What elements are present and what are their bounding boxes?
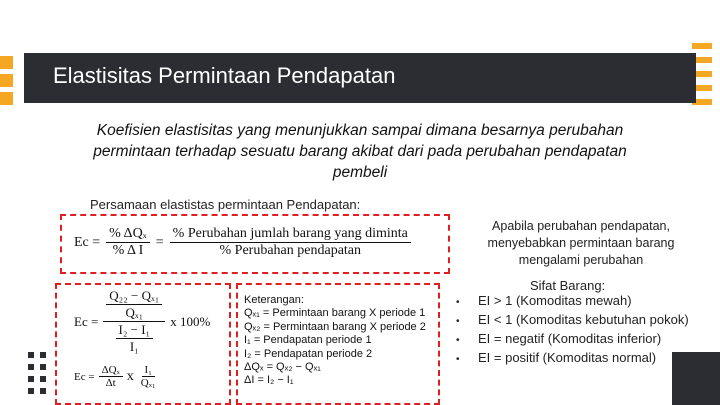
bullet-icon: •: [456, 316, 460, 327]
formula-delta: [74, 364, 159, 389]
page-title: Elastisitas Permintaan Pendapatan: [53, 63, 396, 88]
keterangan-line: I₂ = Pendapatan periode 2: [244, 347, 373, 360]
formula-main-equals: =: [155, 234, 164, 250]
formula-caption: Persamaan elastistas permintaan Pendapatan:: [90, 197, 361, 212]
formula-percentage-q1: Qₓ₁: [125, 305, 144, 320]
formula-main-fraction: [106, 226, 150, 259]
formula-delta-fraction: [99, 364, 123, 389]
keterangan-heading: Keterangan:: [244, 294, 304, 306]
formula-percentage-fraction: [103, 288, 165, 355]
formula-percentage-idiff: I₂ − I₁: [116, 322, 154, 339]
formula-delta-ratio-denominator: Qₓ₁: [140, 377, 156, 389]
formula-delta-numerator: ΔQₓ: [99, 364, 123, 377]
income-change-note: Apabila perubahan pendapatan, menyebabkan permintaan barang mengalami perubahan: [487, 219, 675, 267]
formula-percentage-denominator: [113, 322, 157, 355]
property-text: EI > 1 (Komoditas mewah): [478, 293, 632, 308]
formula-delta-denominator: Δt: [105, 377, 116, 389]
bullet-icon: •: [456, 335, 460, 346]
formula-main-numerator: % ΔQₓ: [106, 226, 150, 243]
formula-delta-ratio-numerator: I₁: [142, 364, 156, 377]
property-text: EI = negatif (Komoditas inferior): [478, 331, 662, 346]
list-item: [456, 311, 689, 330]
intro-definition: Koefisien elastisitas yang menunjukkan sampai dimana besarnya perubahan permintaan terhadap sesuatu barang akibat dari pada perubahan pendapatan pembeli: [93, 122, 627, 181]
formula-main-verbal-fraction: [170, 226, 411, 259]
list-item: [456, 349, 689, 368]
properties-list: [456, 292, 689, 368]
properties-title: Sifat Barang:: [530, 278, 606, 293]
keterangan-line: I₁ = Pendapatan periode 1: [244, 334, 372, 347]
bullet-icon: •: [456, 354, 460, 365]
formula-main-verbal-denominator: % Perubahan pendapatan: [219, 243, 362, 258]
keterangan-line: ΔI = I₂ − I₁: [244, 374, 294, 387]
formula-main: [74, 226, 411, 259]
formula-delta-lhs: Ec =: [74, 370, 95, 383]
formula-main-verbal-numerator: % Perubahan jumlah barang yang diminta: [170, 226, 411, 243]
formula-percentage-inner-numerator: [106, 288, 162, 321]
formula-percentage-numerator: [103, 288, 165, 322]
formula-percentage-multiplier: x 100%: [170, 313, 211, 329]
formula-main-denominator: % Δ I: [112, 243, 144, 258]
list-item: [456, 330, 689, 349]
formula-percentage-inner-denominator: [116, 322, 154, 355]
formula-main-lhs: Ec =: [74, 234, 101, 250]
keterangan-line: Qₓ₁ = Permintaan barang X periode 1: [244, 307, 426, 320]
formula-percentage-lhs: Ec =: [74, 313, 99, 329]
list-item: [456, 292, 689, 311]
formula-delta-multiplier: x: [126, 368, 134, 384]
property-text: EI < 1 (Komoditas kebutuhan pokok): [478, 312, 689, 327]
formula-percentage-qdiff: Q₂₂ − Qₓ₁: [106, 288, 162, 305]
keterangan: [244, 294, 426, 388]
keterangan-line: Qₓ₂ = Permintaan barang X periode 2: [244, 320, 426, 333]
formula-delta-ratio: [138, 364, 159, 389]
keterangan-line: ΔQₓ = Qₓ₂ − Qₓ₁: [244, 361, 321, 374]
property-text: EI = positif (Komoditas normal): [478, 350, 657, 365]
formula-percentage-i1: I₁: [129, 339, 139, 354]
bullet-icon: •: [456, 297, 460, 308]
formula-percentage: [74, 288, 210, 355]
